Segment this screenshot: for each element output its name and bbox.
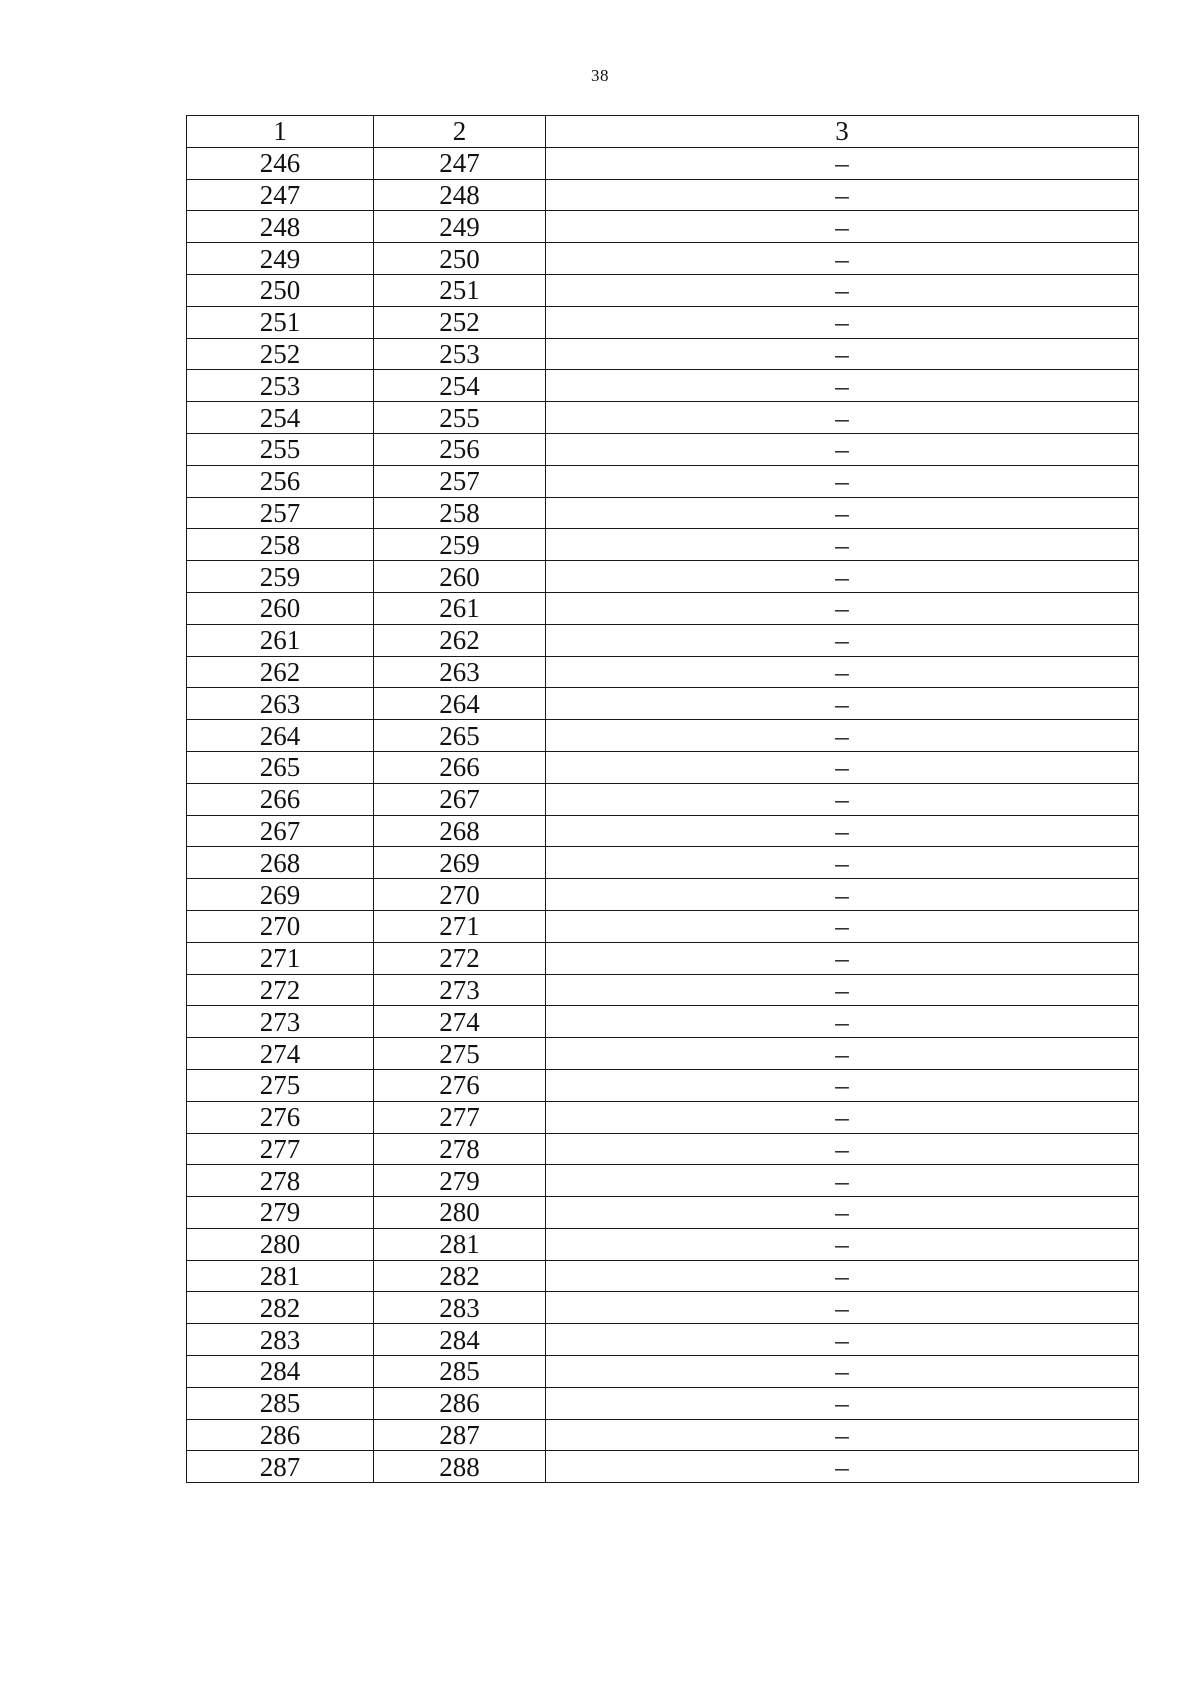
table-cell-col-1: 287 [187,1451,374,1483]
table-row [187,1419,1139,1451]
table-cell-col-3: – [546,529,1139,561]
table-row [187,783,1139,815]
table-cell-col-2: 283 [374,1292,546,1324]
table-cell-col-1: 281 [187,1260,374,1292]
table-row [187,1228,1139,1260]
header-cell-col-2: 2 [374,116,546,148]
table-cell-col-3: – [546,688,1139,720]
table-cell-col-1: 256 [187,465,374,497]
table-cell-col-1: 276 [187,1101,374,1133]
table-cell-col-3: – [546,815,1139,847]
table-cell-col-2: 249 [374,211,546,243]
table-cell-col-3: – [546,942,1139,974]
table-cell-col-2: 261 [374,592,546,624]
table-cell-col-2: 266 [374,751,546,783]
table-cell-col-2: 277 [374,1101,546,1133]
table-cell-col-2: 285 [374,1356,546,1388]
table-cell-col-1: 275 [187,1069,374,1101]
table-cell-col-2: 286 [374,1387,546,1419]
table-cell-col-2: 270 [374,879,546,911]
table-row [187,1260,1139,1292]
table-cell-col-2: 279 [374,1165,546,1197]
table-cell-col-3: – [546,147,1139,179]
table-cell-col-3: – [546,1197,1139,1229]
table-cell-col-1: 258 [187,529,374,561]
table-row [187,529,1139,561]
table-cell-col-1: 252 [187,338,374,370]
table-cell-col-3: – [546,1038,1139,1070]
table-cell-col-3: – [546,306,1139,338]
table-cell-col-1: 254 [187,402,374,434]
table-row [187,561,1139,593]
table-cell-col-1: 250 [187,274,374,306]
table-row [187,720,1139,752]
table-row [187,338,1139,370]
table-cell-col-1: 283 [187,1324,374,1356]
table-cell-col-2: 253 [374,338,546,370]
table-cell-col-1: 249 [187,243,374,275]
table-row [187,1197,1139,1229]
table-cell-col-3: – [546,433,1139,465]
table-cell-col-2: 272 [374,942,546,974]
table-cell-col-2: 254 [374,370,546,402]
table-cell-col-3: – [546,1165,1139,1197]
table-cell-col-3: – [546,783,1139,815]
table-row [187,910,1139,942]
table-row [187,1133,1139,1165]
table-cell-col-1: 280 [187,1228,374,1260]
table-cell-col-1: 269 [187,879,374,911]
table-cell-col-1: 259 [187,561,374,593]
table-row [187,370,1139,402]
table-cell-col-2: 264 [374,688,546,720]
table-cell-col-2: 284 [374,1324,546,1356]
table-cell-col-1: 282 [187,1292,374,1324]
table-cell-col-2: 248 [374,179,546,211]
table-cell-col-3: – [546,561,1139,593]
table-cell-col-2: 256 [374,433,546,465]
table-cell-col-1: 279 [187,1197,374,1229]
table-cell-col-1: 277 [187,1133,374,1165]
table-cell-col-2: 262 [374,624,546,656]
table-cell-col-1: 262 [187,656,374,688]
table-cell-col-3: – [546,370,1139,402]
table-cell-col-3: – [546,1228,1139,1260]
table-row [187,592,1139,624]
table-cell-col-2: 247 [374,147,546,179]
table-row [187,1006,1139,1038]
table-cell-col-3: – [546,1451,1139,1483]
table-cell-col-1: 260 [187,592,374,624]
table-cell-col-2: 271 [374,910,546,942]
table-row [187,847,1139,879]
table-cell-col-2: 276 [374,1069,546,1101]
table-row [187,656,1139,688]
table-cell-col-1: 274 [187,1038,374,1070]
table-cell-col-3: – [546,1101,1139,1133]
table-cell-col-3: – [546,847,1139,879]
table-cell-col-1: 267 [187,815,374,847]
table-row [187,306,1139,338]
table-row [187,751,1139,783]
table-cell-col-3: – [546,1006,1139,1038]
table-cell-col-1: 271 [187,942,374,974]
table-cell-col-3: – [546,1324,1139,1356]
table-row [187,1069,1139,1101]
table-body [187,147,1139,1482]
table-row [187,1292,1139,1324]
table-cell-col-1: 266 [187,783,374,815]
table-cell-col-2: 263 [374,656,546,688]
table-cell-col-3: – [546,1419,1139,1451]
table-cell-col-1: 286 [187,1419,374,1451]
table-cell-col-2: 255 [374,402,546,434]
table-cell-col-3: – [546,974,1139,1006]
table-cell-col-1: 270 [187,910,374,942]
table-row [187,211,1139,243]
header-row [187,116,1139,148]
table-cell-col-3: – [546,751,1139,783]
table-cell-col-1: 272 [187,974,374,1006]
table-row [187,1038,1139,1070]
table-header [187,116,1139,148]
table-row [187,1101,1139,1133]
table-cell-col-2: 251 [374,274,546,306]
table-cell-col-3: – [546,1356,1139,1388]
table-row [187,402,1139,434]
page-number: 38 [591,66,609,85]
table-cell-col-1: 246 [187,147,374,179]
table-cell-col-3: – [546,497,1139,529]
table-cell-col-3: – [546,879,1139,911]
table-cell-col-3: – [546,243,1139,275]
table-cell-col-3: – [546,720,1139,752]
table-cell-col-2: 250 [374,243,546,275]
table-cell-col-2: 265 [374,720,546,752]
table-cell-col-3: – [546,465,1139,497]
table-cell-col-1: 278 [187,1165,374,1197]
table-cell-col-3: – [546,211,1139,243]
table-cell-col-1: 268 [187,847,374,879]
table-row [187,243,1139,275]
table-cell-col-3: – [546,1260,1139,1292]
table-cell-col-1: 248 [187,211,374,243]
table-cell-col-2: 267 [374,783,546,815]
table-cell-col-1: 251 [187,306,374,338]
table-row [187,942,1139,974]
table-cell-col-2: 273 [374,974,546,1006]
table-row [187,1451,1139,1483]
header-cell-col-1: 1 [187,116,374,148]
table-cell-col-3: – [546,592,1139,624]
table-cell-col-1: 261 [187,624,374,656]
table-row [187,1165,1139,1197]
table-row [187,433,1139,465]
table-cell-col-1: 253 [187,370,374,402]
table-cell-col-1: 255 [187,433,374,465]
table-cell-col-2: 268 [374,815,546,847]
table-row [187,1356,1139,1388]
table-cell-col-2: 282 [374,1260,546,1292]
table-row [187,179,1139,211]
table-cell-col-2: 287 [374,1419,546,1451]
table-row [187,624,1139,656]
table-cell-col-2: 259 [374,529,546,561]
table-cell-col-2: 252 [374,306,546,338]
table-cell-col-3: – [546,1292,1139,1324]
table-cell-col-2: 281 [374,1228,546,1260]
table-cell-col-1: 264 [187,720,374,752]
table-row [187,974,1139,1006]
table-row [187,497,1139,529]
table-row [187,815,1139,847]
table-row [187,1387,1139,1419]
table-cell-col-2: 275 [374,1038,546,1070]
table-cell-col-1: 285 [187,1387,374,1419]
table-row [187,1324,1139,1356]
table-cell-col-1: 273 [187,1006,374,1038]
table-row [187,879,1139,911]
table-row [187,688,1139,720]
table-cell-col-3: – [546,656,1139,688]
table-cell-col-2: 274 [374,1006,546,1038]
table-cell-col-2: 288 [374,1451,546,1483]
table-cell-col-1: 284 [187,1356,374,1388]
table-cell-col-3: – [546,624,1139,656]
table-cell-col-2: 280 [374,1197,546,1229]
table-cell-col-1: 265 [187,751,374,783]
table-cell-col-3: – [546,179,1139,211]
table-cell-col-1: 263 [187,688,374,720]
header-cell-col-3: 3 [546,116,1139,148]
table-cell-col-2: 278 [374,1133,546,1165]
table-cell-col-2: 257 [374,465,546,497]
table-cell-col-1: 257 [187,497,374,529]
table-cell-col-3: – [546,1387,1139,1419]
table-cell-col-2: 260 [374,561,546,593]
table-row [187,147,1139,179]
table-cell-col-3: – [546,274,1139,306]
table-cell-col-2: 269 [374,847,546,879]
table-cell-col-3: – [546,1069,1139,1101]
table-row [187,465,1139,497]
table-cell-col-2: 258 [374,497,546,529]
table-cell-col-3: – [546,338,1139,370]
table-cell-col-1: 247 [187,179,374,211]
table-row [187,274,1139,306]
table-cell-col-3: – [546,910,1139,942]
data-table [186,115,1139,1483]
table-cell-col-3: – [546,1133,1139,1165]
table-cell-col-3: – [546,402,1139,434]
